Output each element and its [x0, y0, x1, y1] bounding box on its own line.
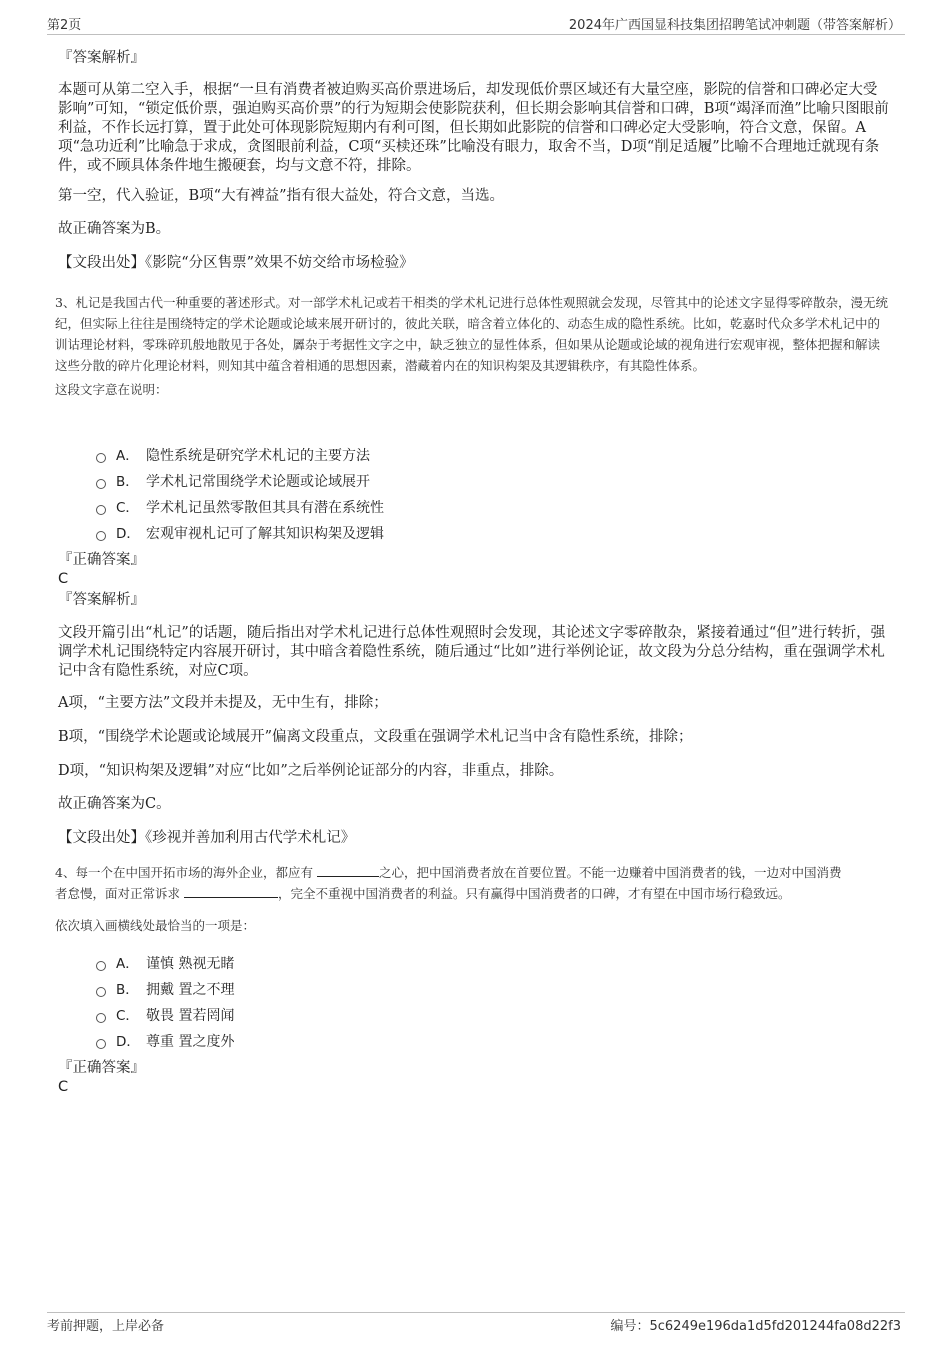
- radio-icon[interactable]: [96, 453, 106, 463]
- radio-icon[interactable]: [96, 1039, 106, 1049]
- q3-source: 【文段出处】《珍视并善加利用古代学术札记》: [58, 830, 356, 846]
- footer-slogan: 考前押题，上岸必备: [47, 1319, 165, 1334]
- q3-analysis-option-a: A项，“主要方法”文段并未提及，无中生有，排除；: [58, 695, 388, 711]
- q4-option-d[interactable]: D． 尊重 置之度外: [96, 1030, 234, 1052]
- blank-2: [184, 885, 278, 898]
- radio-icon[interactable]: [96, 531, 106, 541]
- q4-option-a[interactable]: A． 谨慎 熟视无睹: [96, 952, 234, 974]
- q4-correct-answer: C: [58, 1079, 69, 1095]
- q4-correct-label: 『正确答案』: [58, 1060, 145, 1076]
- q4-option-b[interactable]: B． 拥戴 置之不理: [96, 978, 234, 1000]
- document-title: 2024年广西国显科技集团招聘笔试冲刺题（带答案解析）: [568, 18, 901, 33]
- q3-analysis-option-d: D项，“知识构架及逻辑”对应“比如”之后举例论证部分的内容，非重点，排除。: [58, 763, 564, 779]
- document-id: 编号：5c6249e196da1d5fd201244fa08d22f3: [610, 1319, 901, 1334]
- q2-source: 【文段出处】《影院“分区售票”效果不妨交给市场检验》: [58, 255, 414, 271]
- page-number: 第2页: [47, 18, 82, 33]
- q3-question-text: 3、札记是我国古代一种重要的著述形式。对一部学术札记或若干相类的学术札记进行总体性观照就会发现，尽管其中的论述文字显得零碎散杂，漫无统纪，但实际上往往是围绕特定的学术论题或论域来展开研讨的，彼此关联，暗含着立体化的、动态生成的隐性系统。比如，乾嘉时代众多学术札记中的训诂理论材料，零珠碎玑般地散见于各处，羼杂于考据性文字之中，缺乏独立的显性体系，但如果从论题或论域的视角进行宏观审视，整体把握和解读这些分散的碎片化理论材料，则知其中蕴含着相通的思想因素，潜藏着内在的知识构架及其逻辑秩序，有其隐性体系。: [55, 295, 888, 373]
- q2-analysis-label: 『答案解析』: [58, 50, 145, 66]
- radio-icon[interactable]: [96, 505, 106, 515]
- radio-icon[interactable]: [96, 961, 106, 971]
- q2-analysis-conclusion: 故正确答案为B。: [58, 221, 171, 237]
- page-footer: [47, 1312, 905, 1335]
- q2-analysis-para-2: 第一空，代入验证，B项“大有裨益”指有很大益处，符合文意，当选。: [58, 188, 504, 204]
- page-header: [47, 14, 905, 35]
- q2-analysis-para-1: 本题可从第二空入手，根据“一旦有消费者被迫购买高价票进场后，却发现低价票区域还有大量空座，影院的信誉和口碑必定大受影响”可知，“锁定低价票，强迫购买高价票”的行为短期会使影院获利，但长期会影响其信誉和口碑，B项“竭泽而渔”比喻只图眼前利益，不作长远打算，置于此处可体现影院短期内有利可图，但长期如此影院的信誉和口碑必定大受影响，符合文意，保留。A项“急功近利”比喻急于求成，贪图眼前利益，C项“买椟还珠”比喻没有眼力，取舍不当，D项“削足适履”比喻不合理地迁就现有条件，或不顾具体条件地生搬硬套，均与文意不符，排除。: [58, 82, 889, 174]
- q3-option-d[interactable]: D． 宏观审视札记可了解其知识构架及逻辑: [96, 522, 384, 544]
- q3-analysis-para-1: 文段开篇引出“札记”的话题，随后指出对学术札记进行总体性观照时会发现，其论述文字零碎散杂，紧接着通过“但”进行转折，强调学术札记围绕特定内容展开研讨，其中暗含着隐性系统，随后通过“比如”进行举例论证，故文段为分总分结构，重在强调学术札记中含有隐性系统，对应C项。: [58, 625, 886, 679]
- q4-option-c[interactable]: C． 敬畏 置若罔闻: [96, 1004, 234, 1026]
- radio-icon[interactable]: [96, 1013, 106, 1023]
- q3-option-c[interactable]: C． 学术札记虽然零散但其具有潜在系统性: [96, 496, 384, 518]
- radio-icon[interactable]: [96, 479, 106, 489]
- q3-option-a[interactable]: A． 隐性系统是研究学术札记的主要方法: [96, 444, 370, 466]
- q3-correct-answer: C: [58, 571, 69, 587]
- q3-prompt: 这段文字意在说明：: [55, 382, 168, 397]
- q4-question-text: 4、每一个在中国开拓市场的海外企业，都应有 之心，把中国消费者放在首要位置。不能一边赚着中国消费者的钱，一边对中国消费 者怠慢，面对正常诉求 ，完全不重视中国消费者的利益。只有赢得中国消费者的口碑，才有望在中国市场行稳致远。: [55, 865, 842, 901]
- q4-prompt: 依次填入画横线处最恰当的一项是：: [55, 918, 256, 933]
- blank-1: [317, 864, 379, 877]
- radio-icon[interactable]: [96, 987, 106, 997]
- q3-analysis-label: 『答案解析』: [58, 592, 145, 608]
- q3-analysis-conclusion: 故正确答案为C。: [58, 796, 171, 812]
- q3-correct-label: 『正确答案』: [58, 552, 145, 568]
- q3-analysis-option-b: B项，“围绕学术论题或论域展开”偏离文段重点，文段重在强调学术札记当中含有隐性系统，排除；: [58, 729, 693, 745]
- q3-option-b[interactable]: B． 学术札记常围绕学术论题或论域展开: [96, 470, 370, 492]
